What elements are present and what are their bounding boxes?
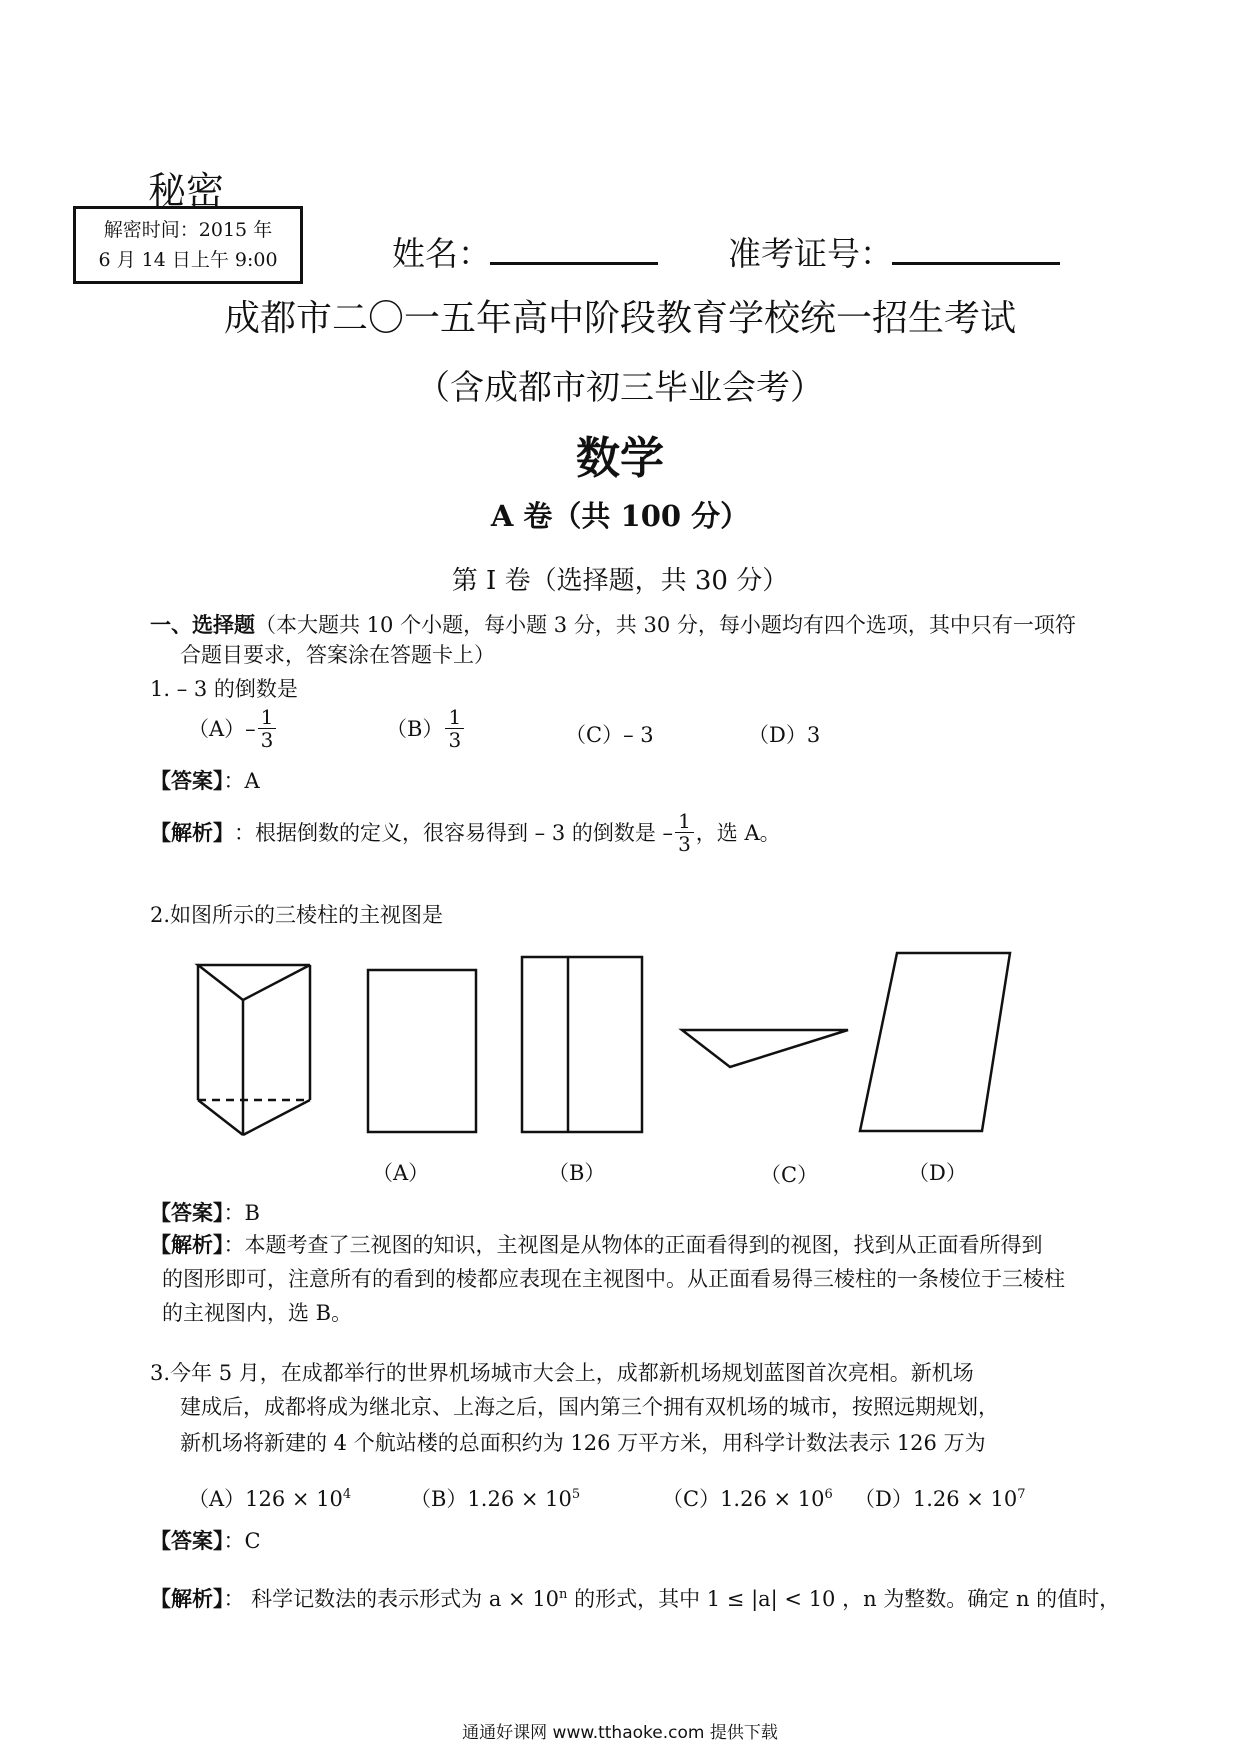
answer-label: 【答案】 [150, 1200, 224, 1225]
option-b-split-rectangle [522, 957, 642, 1132]
q2-label-c: （C） [760, 1163, 819, 1187]
prism-figure [198, 965, 310, 1135]
q3-answer [150, 1526, 261, 1556]
q3-option-d [854, 1480, 1026, 1514]
declassify-line-1: 解密时间：2015 年 [103, 219, 273, 241]
q2-label-d: （D） [908, 1161, 967, 1185]
fraction-denominator: 3 [678, 832, 691, 856]
part1-heading-bold: 一、选择题 [150, 612, 255, 637]
subject-title: 数学 [576, 433, 664, 484]
analysis-label: 【解析】 [150, 1586, 224, 1611]
analysis-line-1: ：本题考查了三视图的知识，主视图是从物体的正面看得到的视图，找到从正面看所得到 [223, 1233, 1043, 1257]
q1-option-b [386, 706, 466, 751]
q3-option-c-base: （C）1.26 × 10 [662, 1487, 825, 1511]
q2-answer [150, 1198, 260, 1228]
answer-label: 【答案】 [150, 768, 224, 793]
q3-option-a [188, 1480, 351, 1514]
footer-text: 通通好课网 www.tthaoke.com 提供下载 [462, 1723, 778, 1743]
q3-analysis [150, 1580, 1121, 1614]
q1-option-b-prefix: （B） [386, 716, 444, 741]
section-title: 第 I 卷（选择题，共 30 分） [451, 566, 789, 596]
part1-heading [150, 610, 1110, 640]
option-a-rectangle [368, 970, 476, 1132]
q3-option-b-base: （B）1.26 × 10 [410, 1487, 572, 1511]
q3-option-b [410, 1480, 580, 1514]
q1-option-c: （C）– 3 [565, 723, 654, 747]
q3-option-c [662, 1480, 833, 1514]
analysis-end: ，选 A。 [695, 820, 781, 845]
q3-stem-line-1: 3.今年 5 月，在成都举行的世界机场城市大会上，成都新机场规划蓝图首次亮相。新机场 [150, 1361, 974, 1385]
q1-analysis [150, 810, 781, 855]
q3-option-a-base: （A）126 × 10 [188, 1487, 343, 1511]
q1-answer [150, 766, 260, 796]
fraction-numerator: 1 [258, 706, 277, 729]
q2-label-b: （B） [548, 1161, 606, 1185]
q3-option-b-exponent: 5 [571, 1487, 581, 1502]
fraction-denominator: 3 [260, 728, 274, 752]
q1-option-a-fraction [258, 706, 277, 751]
paper-title: A 卷（共 100 分） [490, 499, 750, 533]
q2-stem: 2.如图所示的三棱柱的主视图是 [150, 903, 444, 927]
exam-title: 成都市二〇一五年高中阶段教育学校统一招生考试 [223, 298, 1016, 339]
option-c-triangle [682, 1030, 848, 1067]
option-d-parallelogram [860, 953, 1010, 1131]
answer-label: 【答案】 [150, 1528, 224, 1553]
exam-id-label: 准考证号： [728, 234, 893, 273]
fraction-numerator: 1 [675, 810, 694, 833]
analysis-rest: 的形式，其中 1 ≤ |a| < 10 ，n 为整数。确定 n 的值时， [567, 1587, 1121, 1611]
analysis-text: ：根据倒数的定义，很容易得到 – 3 的倒数是 – [234, 820, 674, 845]
name-blank-line [490, 262, 658, 265]
secret-label: 秘密 [148, 169, 225, 213]
q2-analysis-line-2: 的图形即可，注意所有的看到的棱都应表现在主视图中。从正面看易得三棱柱的一条棱位于三棱柱 [162, 1267, 1065, 1291]
q2-analysis [150, 1230, 1110, 1260]
q3-option-a-exponent: 4 [342, 1487, 352, 1502]
part1-heading-line2: 合题目要求，答案涂在答题卡上） [180, 643, 495, 667]
q2-figures [180, 945, 1030, 1145]
q3-stem-line-2: 建成后，成都将成为继北京、上海之后，国内第三个拥有双机场的城市，按照远期规划， [180, 1395, 999, 1419]
analysis-label: 【解析】 [150, 1232, 224, 1257]
fraction-numerator: 1 [445, 706, 464, 729]
q1-option-a [188, 706, 278, 751]
name-label: 姓名： [392, 234, 491, 273]
q1-option-a-prefix: （A）– [188, 716, 256, 741]
q3-option-d-exponent: 7 [1017, 1487, 1026, 1502]
declassify-box [73, 206, 303, 284]
answer-value: ：A [223, 769, 260, 793]
analysis-exponent: n [559, 1587, 568, 1602]
analysis-label: 【解析】 [150, 819, 234, 845]
part1-heading-rest: （本大题共 10 个小题，每小题 3 分，共 30 分，每小题均有四个选项，其中只有一项符 [255, 613, 1076, 637]
q1-analysis-fraction [675, 810, 694, 855]
declassify-line-2: 6 月 14 日上午 9:00 [98, 249, 278, 271]
fraction-denominator: 3 [448, 728, 462, 752]
answer-value: ：B [223, 1201, 260, 1225]
exam-id-blank-line [892, 262, 1060, 265]
q2-label-a: （A） [372, 1161, 430, 1185]
q3-stem-line-3: 新机场将新建的 4 个航站楼的总面积约为 126 万平方米，用科学计数法表示 126 万为 [180, 1431, 986, 1455]
q3-option-d-base: （D）1.26 × 10 [854, 1487, 1018, 1511]
analysis-text: ： 科学记数法的表示形式为 a × 10 [223, 1587, 560, 1611]
q1-stem: 1. – 3 的倒数是 [150, 677, 298, 701]
exam-subtitle: （含成都市初三毕业会考） [416, 368, 824, 408]
q3-option-c-exponent: 6 [824, 1487, 833, 1502]
q2-analysis-line-3: 的主视图内，选 B。 [162, 1301, 353, 1325]
q1-option-b-fraction [445, 706, 464, 751]
answer-value: ：C [223, 1529, 261, 1553]
q1-option-d: （D）3 [748, 723, 821, 747]
